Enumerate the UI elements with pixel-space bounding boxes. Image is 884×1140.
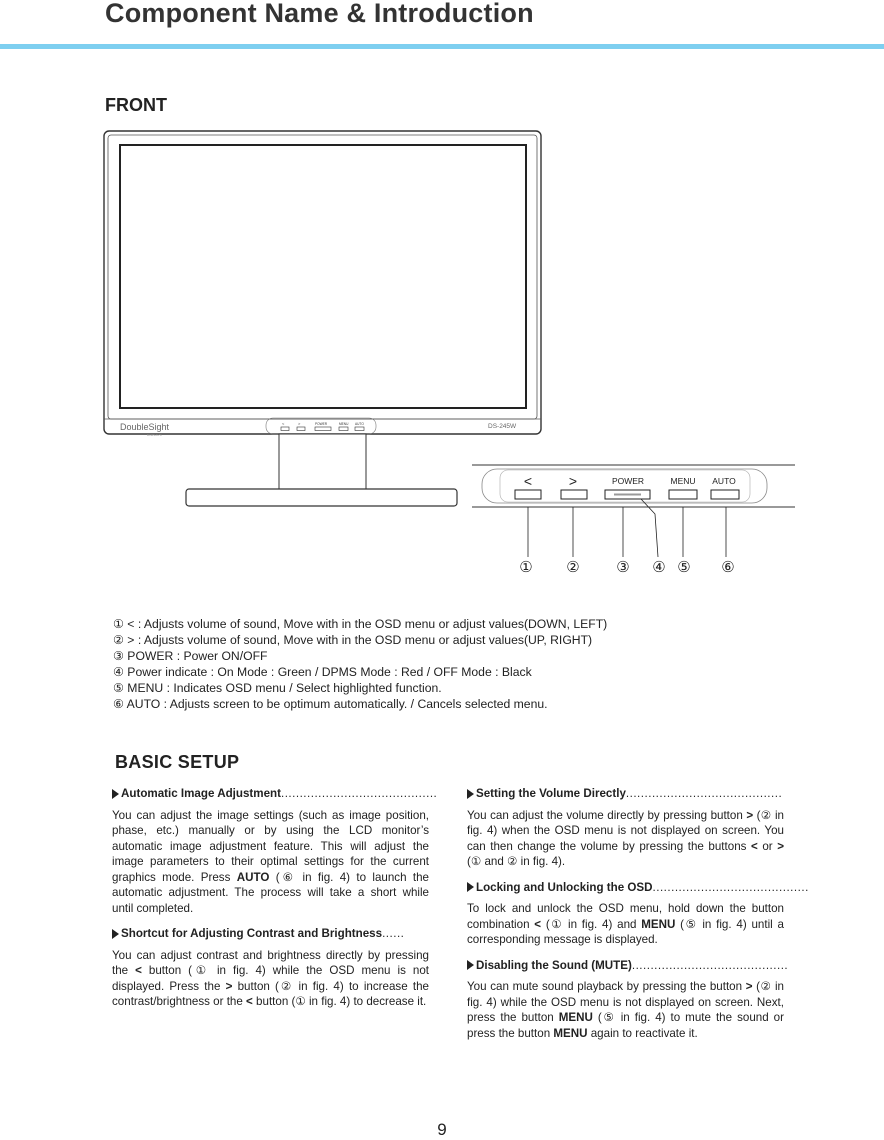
model-label: DS-245W	[488, 423, 517, 430]
panel-label-right: >	[568, 473, 578, 489]
basic-setup-right-column	[467, 786, 809, 1051]
menu-button[interactable]	[669, 490, 697, 499]
basic-setup-left-column	[112, 786, 438, 1020]
svg-text:>: >	[298, 421, 301, 426]
section-title: Setting the Volume Directly ..........................................	[467, 786, 784, 802]
triangle-bullet-icon	[112, 929, 119, 939]
panel-label-auto: AUTO	[712, 476, 736, 486]
right-button[interactable]	[561, 490, 587, 499]
power-indicator	[614, 494, 641, 496]
monitor-base	[186, 489, 457, 506]
page-number: 9	[437, 1120, 447, 1139]
button-legend	[113, 616, 607, 712]
section-body: You can adjust the image settings (such as image position, phase, etc.) manually or by using the LCD monitor’s automatic image adjustment feature. This will adjust the image parameters to their optimal settings for the current graphics mode. Press AUTO (⑥ in fig. 4) to launch the automatic adjustment. The process will take a short while until completed.	[112, 808, 429, 915]
callout-2: ②	[566, 559, 580, 576]
panel-label-left: <	[523, 473, 533, 489]
section-body: You can adjust the volume directly by pressing button > (② in fig. 4) when the OSD menu is not displayed on screen. You can then change the volume by pressing the buttons < or > (① and ② in fig. 4).	[467, 808, 784, 868]
callout-1: ①	[519, 559, 533, 576]
callout-4: ④	[652, 559, 666, 576]
section-title: Disabling the Sound (MUTE) ..........................................	[467, 958, 784, 974]
triangle-bullet-icon	[467, 882, 474, 892]
svg-text:AUTO: AUTO	[355, 422, 364, 426]
svg-text:MENU: MENU	[339, 422, 349, 426]
panel-label-power: POWER	[611, 476, 645, 486]
section-body: You can mute sound playback by pressing the button > (② in fig. 4) while the OSD menu is not displayed on screen. Next, press the button MENU (⑤ in fig. 4) to mute the sound or press the button MENU again to reactivate it.	[467, 980, 784, 1040]
front-heading: FRONT	[105, 95, 167, 115]
section-title: Shortcut for Adjusting Contrast and Brightness ......	[112, 926, 429, 942]
legend-item: ⑤ MENU : Indicates OSD menu / Select highlighted function.	[113, 681, 442, 695]
basic-setup-heading: BASIC SETUP	[115, 752, 240, 772]
section-title: Locking and Unlocking the OSD ..........................................	[467, 880, 784, 896]
legend-item: ④ Power indicate : On Mode : Green / DPMS Mode : Red / OFF Mode : Black	[113, 665, 532, 679]
callout-5: ⑤	[677, 559, 691, 576]
monitor-neck	[279, 434, 366, 489]
button-panel-zoom	[472, 465, 795, 576]
panel-label-menu: MENU	[670, 476, 696, 486]
svg-text:POWER: POWER	[315, 422, 328, 426]
left-button[interactable]	[515, 490, 541, 499]
brand-sub: DISPLAYS	[147, 433, 162, 437]
triangle-bullet-icon	[467, 789, 474, 799]
auto-button[interactable]	[711, 490, 739, 499]
page-title: Component Name & Introduction	[105, 0, 534, 28]
section-body: You can adjust contrast and brightness directly by pressing the < button (① in fig. 4) while the OSD menu is not displayed. Press the > button (② in fig. 4) to increase the contrast/brightness or the < button (① in fig. 4) to decrease it.	[112, 948, 429, 1008]
svg-text:<: <	[282, 421, 285, 426]
legend-item: ⑥ AUTO : Adjusts screen to be optimum automatically. / Cancels selected menu.	[113, 697, 548, 711]
monitor-screen	[120, 145, 526, 408]
callout-3: ③	[616, 559, 630, 576]
legend-item: ① < : Adjusts volume of sound, Move with in the OSD menu or adjust values(DOWN, LEFT)	[113, 617, 608, 631]
legend-item: ③ POWER : Power ON/OFF	[113, 649, 268, 663]
triangle-bullet-icon	[467, 960, 474, 970]
callout-6: ⑥	[721, 559, 735, 576]
section-title: Automatic Image Adjustment ..........................................	[112, 786, 429, 802]
section-body: To lock and unlock the OSD menu, hold down the button combination < (① in fig. 4) and MENU (⑤ in fig. 4) until a corresponding message is displayed.	[467, 902, 784, 946]
legend-item: ② > : Adjusts volume of sound, Move with in the OSD menu or adjust values(UP, RIGHT)	[113, 633, 593, 647]
brand-logo: DoubleSight	[120, 422, 170, 432]
triangle-bullet-icon	[112, 789, 119, 799]
